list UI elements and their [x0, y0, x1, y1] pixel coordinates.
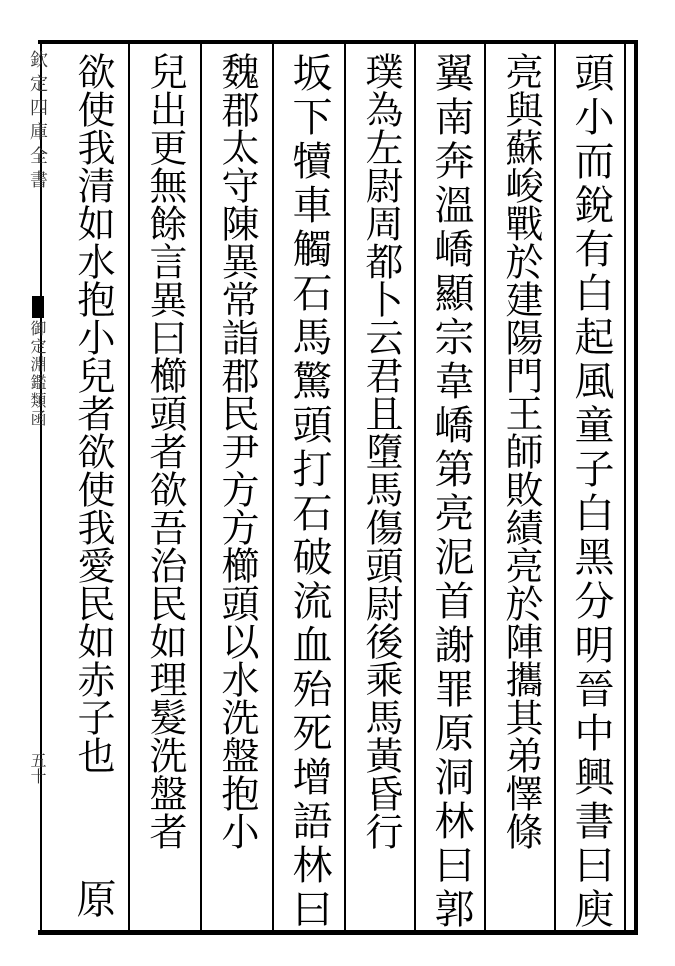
text-column-1: [562, 52, 620, 932]
column-main-text: 兒出更無餘言異曰櫛頭者欲吾治民如理髮洗盤者: [143, 52, 187, 850]
text-column-3: [422, 52, 480, 932]
frame-right-border: [634, 40, 638, 935]
column-main-text: 頭小而銳有白起風童子白黑分明: [568, 52, 614, 668]
column-rule: [414, 44, 416, 930]
column-rule: [554, 44, 556, 930]
text-column-4: [352, 52, 410, 922]
text-column-5: [280, 52, 338, 932]
text-column-8: [64, 52, 122, 922]
column-main-text: 璞為左尉周都卜云君且墮馬傷頭尉後乘馬黃昏行: [359, 52, 403, 850]
column-main-text: 亮與蘇峻戰於建陽門王師敗績亮於陣攜其弟懌條: [499, 52, 543, 850]
column-main-text: 魏郡太守陳異常詣郡民尹方方櫛頭以水洗盤抱小: [215, 52, 259, 850]
column-annotation-text: 增語林曰: [286, 756, 332, 932]
column-annotation-text: 晉中興書曰庾: [568, 668, 614, 932]
text-column-2: [492, 52, 550, 922]
page-number: 五十: [28, 752, 47, 784]
column-main-text: 坂下犢車觸石馬驚頭打石破流血殆死: [286, 52, 332, 756]
column-rule: [272, 44, 274, 930]
column-rule: [344, 44, 346, 930]
book-title: 欽定四庫全書: [27, 50, 48, 194]
column-main-text: 翼南奔溫嶠顯宗韋嶠第亮泥首謝罪: [428, 52, 474, 712]
column-rule: [484, 44, 486, 930]
text-column-7: [136, 52, 194, 922]
fish-tail-mark: [32, 296, 44, 318]
text-column-6: [208, 52, 266, 922]
frame-bottom-border: [38, 930, 638, 935]
column-rule: [128, 44, 130, 930]
frame-inner-right-border: [624, 44, 626, 930]
column-annotation-text: 原: [70, 878, 116, 922]
column-main-text: 欲使我清如水抱小兒者欲使我愛民如赤子也: [71, 52, 115, 774]
volume-label: 御定淵鑑類函: [28, 320, 47, 428]
column-rule: [200, 44, 202, 930]
column-annotation-text: 原洞林曰郭: [428, 712, 474, 932]
